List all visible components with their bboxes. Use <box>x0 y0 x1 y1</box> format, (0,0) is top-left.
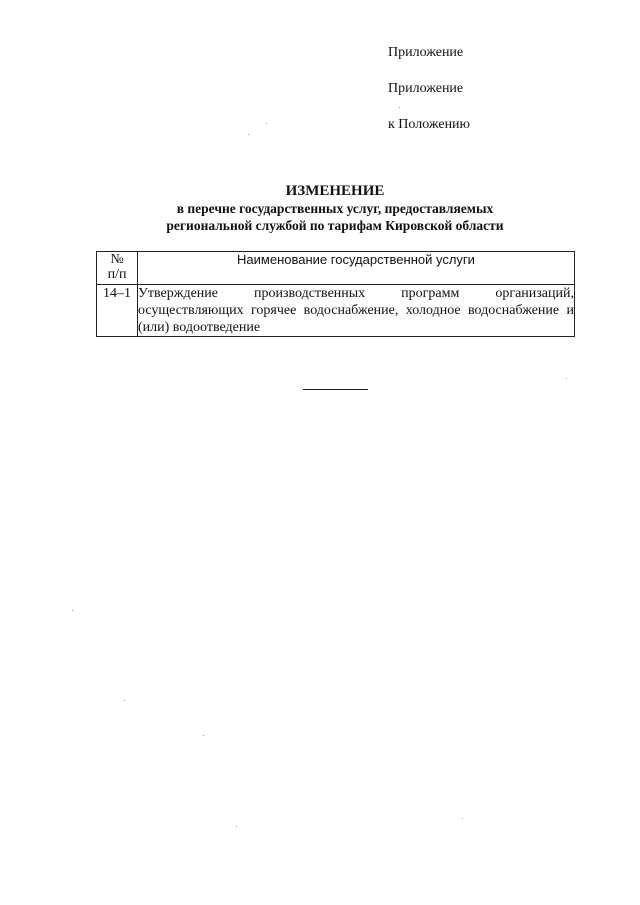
table-row <box>97 285 575 337</box>
scan-speck <box>566 378 567 379</box>
scan-speck <box>266 123 267 124</box>
scan-speck <box>203 735 204 736</box>
document-subtitle-line-2: региональной службой по тарифам Кировской области <box>166 218 504 233</box>
row-number-cell: 14–1 <box>97 285 138 337</box>
document-subtitle-line-1: в перечне государственных услуг, предоставляемых <box>176 201 494 216</box>
appendix-label-repeat: Приложение <box>388 81 464 96</box>
scan-speck <box>236 826 237 827</box>
column-header-number <box>97 252 138 285</box>
end-of-document-rule <box>303 389 368 390</box>
services-table <box>96 251 575 337</box>
column-header-number-sign: № <box>110 252 124 267</box>
document-title: ИЗМЕНЕНИЕ <box>285 183 385 199</box>
scan-speck <box>124 700 125 701</box>
scan-speck <box>72 610 73 611</box>
scan-speck <box>248 134 249 135</box>
appendix-reference: к Положению <box>388 117 471 132</box>
document-title-block <box>96 182 574 234</box>
scan-speck <box>399 107 400 108</box>
row-service-name-cell: Утверждение производственных программ организаций, осуществляющих горячее водоснабжение, холодное водоснабжение и (или) водоотведение <box>138 286 574 335</box>
appendix-label: Приложение <box>388 45 464 60</box>
table-header-row <box>97 252 575 285</box>
column-header-service-name: Наименование государственной услуги <box>138 252 575 285</box>
column-header-number-abbrev: п/п <box>107 267 127 282</box>
scan-speck <box>462 818 463 819</box>
